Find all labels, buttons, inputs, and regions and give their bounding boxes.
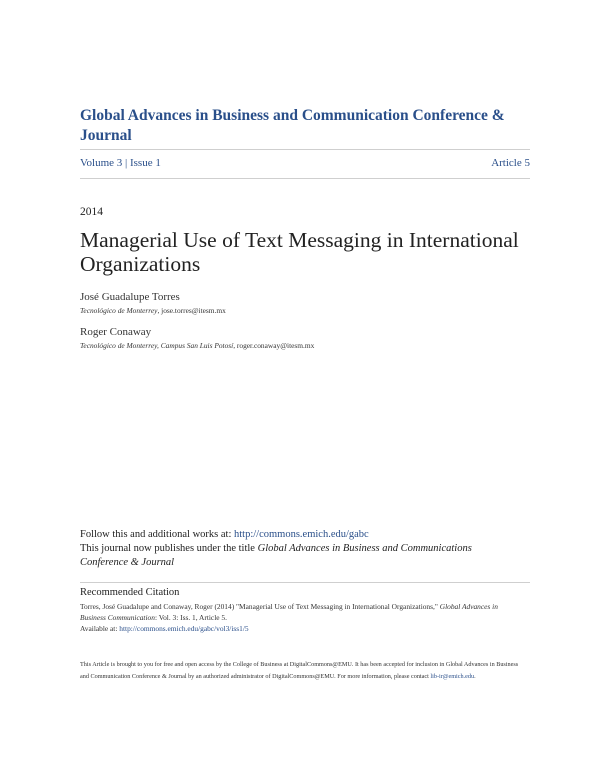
journal-title[interactable]: Global Advances in Business and Communication Conference & Journal [80,107,505,144]
follow-label: Follow this and additional works at: [80,529,234,540]
affiliation-separator: , [233,341,237,350]
contact-email-link[interactable]: lib-ir@emich.edu [430,672,475,680]
citation-divider [80,582,530,583]
footer-notice [80,659,520,682]
author-name: José Guadalupe Torres [80,291,180,303]
citation-authors-title: Torres, José Guadalupe and Conaway, Roger (2014) "Managerial Use of Text Messaging in International Organizations," [80,602,440,611]
article-title: Managerial Use of Text Messaging in International Organizations [80,228,519,276]
author-name: Roger Conaway [80,326,152,338]
journal-note [80,542,520,570]
header-divider-bottom [80,178,530,179]
journal-note-prefix: This journal now publishes under the title [80,543,258,554]
citation-details: : Vol. 3: Iss. 1, Article 5. [154,613,227,622]
citation-journal: Global Advances in Business Communication [80,602,498,622]
collection-link[interactable]: http://commons.emich.edu/gabc [234,529,369,540]
citation-link[interactable]: http://commons.emich.edu/gabc/vol3/iss1/5 [119,624,249,633]
article-number-link[interactable]: Article 5 [491,157,530,169]
author-affiliation [80,341,314,350]
citation-available-label: Available at: [80,624,120,633]
affiliation-separator: , [157,306,162,315]
publication-year: 2014 [80,206,103,218]
journal-new-title: Global Advances in Business and Communications Conference & Journal [80,543,472,568]
author-email[interactable]: roger.conaway@itesm.mx [236,341,315,350]
volume-issue-link[interactable]: Volume 3 | Issue 1 [80,157,161,169]
footer-end: . [474,672,476,680]
header-divider-top [80,149,530,150]
recommended-citation-heading: Recommended Citation [80,587,180,598]
affiliation-institution: Tecnológico de Monterrey, Campus San Luis Potosí [80,341,234,350]
author-affiliation [80,306,226,315]
affiliation-institution: Tecnológico de Monterrey [80,306,158,315]
follow-line [80,529,369,540]
citation-text [80,601,505,634]
author-email[interactable]: jose.torres@itesm.mx [161,306,226,315]
footer-text: This Article is brought to you for free and open access by the College of Business at DigitalCommons@EMU. It has been accepted for inclusion in Global Advances in Business and Communication Conference & Journal by an authorized administrator of DigitalCommons@EMU. For more information, please contact [80,661,519,680]
